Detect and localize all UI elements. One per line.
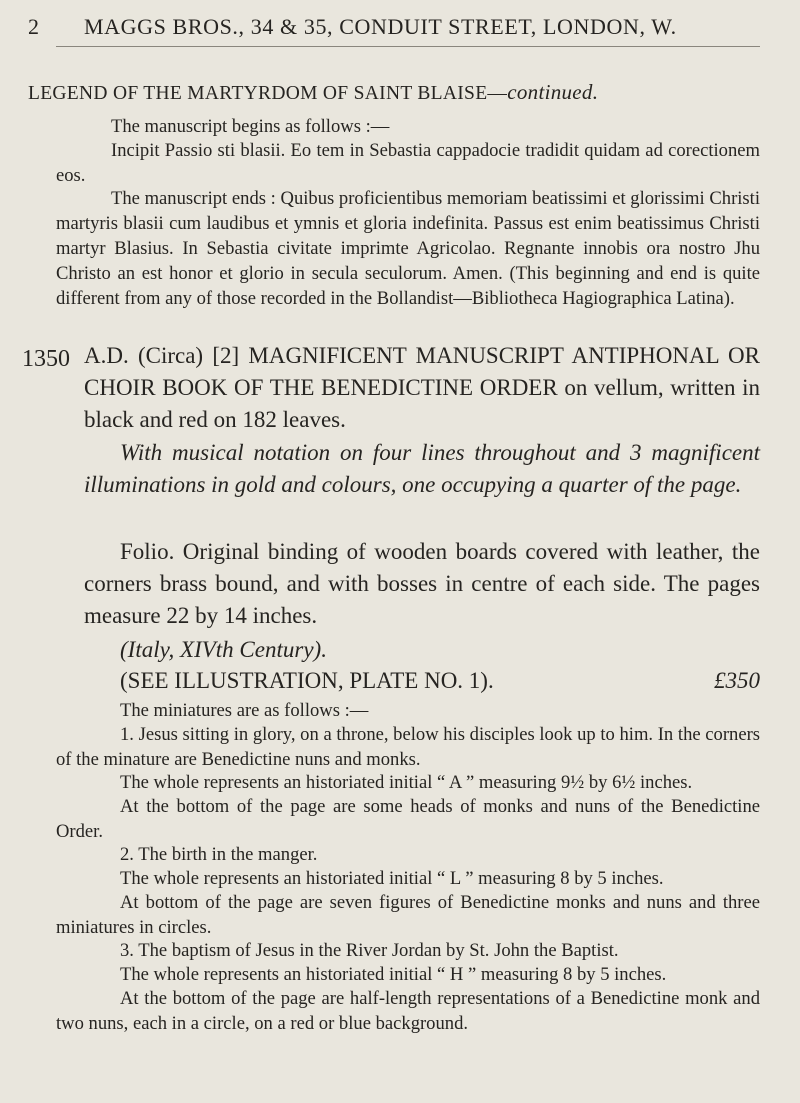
section-title bbox=[28, 80, 598, 105]
miniatures-intro: The miniatures are as follows :— bbox=[120, 700, 369, 721]
miniature-3-description: 3. The baptism of Jesus in the River Jordan by St. John the Baptist. bbox=[120, 940, 619, 961]
intro-paragraph-1: The manuscript begins as follows :— bbox=[111, 116, 390, 137]
miniature-1-measure: The whole represents an historiated initial “ A ” measuring 9½ by 6½ inches. bbox=[120, 772, 693, 793]
section-title-text: LEGEND OF THE MARTYRDOM OF SAINT BLAISE— bbox=[28, 83, 508, 104]
miniature-2-description: 2. The birth in the manger. bbox=[120, 844, 318, 865]
miniature-1-description: 1. Jesus sitting in glory, on a throne, below his disciples look up to him. In the corners of the minature are Benedictine nuns and monks. bbox=[56, 724, 760, 770]
illustration-reference: (SEE ILLUSTRATION, PLATE NO. 1). bbox=[120, 668, 494, 693]
miniature-3-bottom: At the bottom of the page are half-length representations of a Benedictine monk and two nuns, each in a circle, on a red or blue background. bbox=[56, 988, 760, 1034]
lot-origin: (Italy, XIVth Century). bbox=[120, 637, 327, 662]
miniature-2-bottom: At bottom of the page are seven figures of Benedictine monks and nuns and three miniatures in circles. bbox=[56, 892, 760, 938]
lot-notation: With musical notation on four lines throughout and 3 magnificent illuminations in gold and colours, one occupying a quarter of the page. bbox=[84, 440, 760, 497]
intro-paragraph-3: The manuscript ends : Quibus proficientibus memoriam beatissimi et glorissimi Christi martyris blasii cum laudibus et ymnis et gloria indefinita. Passus est enim beatissimus Christi martyr Blasius. In Sebastia civitate imprimte Agricolao. Regnante innobis ora nostro Jhu Christo an est honor et glorio in secula seculorum. Amen. (This beginning and end is quite different from any of those recorded in the Bollandist—Bibliotheca Hagiographica Latina). bbox=[56, 188, 760, 309]
intro-paragraph-2: Incipit Passio sti blasii. Eo tem in Sebastia cappadocie tradidit quidam ad corectionem eos. bbox=[56, 140, 760, 186]
lot-number: 1350 bbox=[22, 346, 70, 372]
lot-price: £350 bbox=[714, 668, 760, 693]
section-continued: continued. bbox=[507, 80, 599, 104]
header-rule bbox=[56, 46, 760, 47]
miniature-2-measure: The whole represents an historiated initial “ L ” measuring 8 by 5 inches. bbox=[120, 868, 664, 889]
miniature-3-measure: The whole represents an historiated initial “ H ” measuring 8 by 5 inches. bbox=[120, 964, 667, 985]
miniature-1-bottom: At the bottom of the page are some heads of monks and nuns of the Benedictine Order. bbox=[56, 796, 760, 842]
header-text: MAGGS BROS., 34 & 35, CONDUIT STREET, LONDON, W. bbox=[84, 14, 677, 39]
lot-binding: Folio. Original binding of wooden boards covered with leather, the corners brass bound, and with bosses in centre of each side. The pages measure 22 by 14 inches. bbox=[84, 539, 760, 628]
lot-heading: A.D. (Circa) [2] MAGNIFICENT MANUSCRIPT ANTIPHONAL OR CHOIR BOOK OF THE BENEDICTINE ORDER on vellum, written in black and red on 182 leaves. bbox=[84, 343, 760, 432]
page-number: 2 bbox=[28, 14, 40, 39]
illustration-line bbox=[120, 665, 760, 697]
